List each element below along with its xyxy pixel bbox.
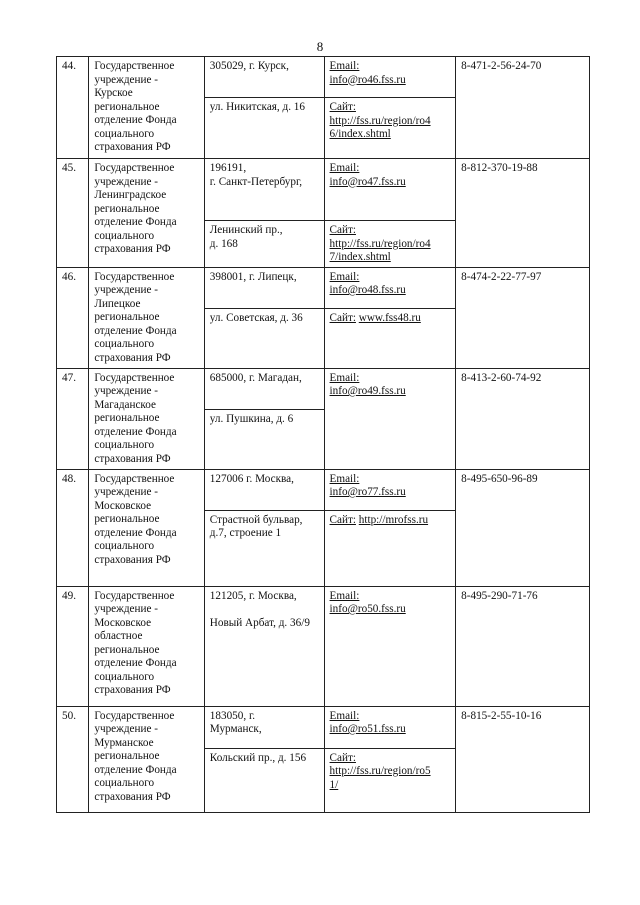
row-number: 47. xyxy=(57,368,89,469)
text-line: региональное xyxy=(94,412,160,424)
text-line: Государственное xyxy=(94,270,175,283)
institution-name xyxy=(89,586,204,706)
text-line: ул. Пушкина, д. 6 xyxy=(209,412,294,425)
fss-branches-table xyxy=(56,56,590,813)
street-address xyxy=(204,409,324,469)
email-label: Email: xyxy=(329,472,360,485)
text-line: социального xyxy=(94,439,155,451)
email-link[interactable]: info@ro49.fss.ru xyxy=(329,385,406,397)
text-line: социального xyxy=(94,229,155,242)
text-line: отделение Фонда xyxy=(94,657,177,669)
street-address xyxy=(204,510,324,586)
website-cell xyxy=(324,98,456,159)
postal-address xyxy=(204,159,324,221)
text-line: учреждение - xyxy=(94,486,158,498)
text-line: отделение Фонда xyxy=(94,425,177,438)
table-row xyxy=(57,469,590,510)
text-line: учреждение - xyxy=(94,175,158,188)
email-label: Email: xyxy=(329,60,360,72)
text-line: Государственное xyxy=(94,371,175,384)
text-line: Кольский пр., д. 156 xyxy=(209,751,307,764)
postal-address xyxy=(204,267,324,308)
postal-address xyxy=(204,706,324,748)
row-number: 44. xyxy=(57,57,89,159)
institution-name xyxy=(89,706,204,812)
text-line: страхования РФ xyxy=(94,553,171,566)
text-line: региональное xyxy=(94,513,160,525)
text-line: областное xyxy=(94,630,143,642)
email-label: Email: xyxy=(329,270,360,283)
website-link[interactable]: http://fss.ru/region/ro5 xyxy=(329,765,431,777)
text-line: учреждение - xyxy=(94,73,158,86)
table-row xyxy=(57,57,590,98)
row-number: 48. xyxy=(57,469,89,586)
row-number: 50. xyxy=(57,706,89,812)
institution-name xyxy=(89,267,204,368)
website-link[interactable]: 7/index.shtml xyxy=(329,251,391,263)
text-line: региональное xyxy=(94,100,160,113)
text-line: 305029, г. Курск, xyxy=(209,60,289,72)
email-label: Email: xyxy=(329,589,360,602)
text-line: д.7, строение 1 xyxy=(209,527,282,539)
website-link[interactable]: http://mrofss.ru xyxy=(358,513,429,526)
text-line: Мурманское xyxy=(94,736,154,749)
text-line: Новый Арбат, д. 36/9 xyxy=(209,616,310,629)
text-line: 121205, г. Москва, xyxy=(209,589,297,602)
text-line: страхования РФ xyxy=(94,351,171,364)
text-line: Государственное xyxy=(94,709,175,722)
postal-address xyxy=(204,469,324,510)
phone-number: 8-495-290-71-76 xyxy=(456,586,590,706)
text-line: социального xyxy=(94,777,155,789)
text-line: Государственное xyxy=(94,472,175,485)
text-line: Курское xyxy=(94,87,133,99)
text-line: страхования РФ xyxy=(94,141,171,153)
text-line: отделение Фонда xyxy=(94,763,177,776)
text-line: региональное xyxy=(94,202,160,215)
row-number: 45. xyxy=(57,159,89,268)
phone-number: 8-815-2-55-10-16 xyxy=(456,706,590,812)
text-line: страхования РФ xyxy=(94,790,171,803)
text-line: ул. Никитская, д. 16 xyxy=(209,101,305,113)
email-link[interactable]: info@ro47.fss.ru xyxy=(329,175,406,188)
email-link[interactable]: info@ro77.fss.ru xyxy=(329,486,406,498)
text-line: страхования РФ xyxy=(94,684,171,696)
table-row xyxy=(57,267,590,308)
street-address xyxy=(204,98,324,159)
email-label: Email: xyxy=(329,709,360,722)
text-line: г. Санкт-Петербург, xyxy=(209,175,303,188)
website-link[interactable]: http://fss.ru/region/ro4 xyxy=(329,237,431,250)
text-line: Липецкое xyxy=(94,297,141,310)
row-number: 49. xyxy=(57,586,89,706)
phone-number: 8-413-2-60-74-92 xyxy=(456,368,590,469)
street-address xyxy=(204,748,324,812)
text-line xyxy=(210,603,320,617)
email-cell xyxy=(324,368,456,469)
text-line: страхования РФ xyxy=(94,452,171,465)
text-line: социального xyxy=(94,670,155,683)
text-line: Ленинградское xyxy=(94,189,167,201)
text-line: Страстной бульвар, xyxy=(209,513,303,526)
text-line: Государственное xyxy=(94,162,175,174)
email-link[interactable]: info@ro48.fss.ru xyxy=(329,284,406,296)
text-line: 398001, г. Липецк, xyxy=(209,270,297,283)
text-line: 685000, г. Магадан, xyxy=(209,371,302,384)
text-line: социального xyxy=(94,127,155,140)
institution-name xyxy=(89,159,204,268)
text-line: Государственное xyxy=(94,60,175,72)
email-cell xyxy=(324,159,456,221)
text-line: 196191, xyxy=(209,162,247,174)
email-cell xyxy=(324,469,456,510)
institution-name xyxy=(89,469,204,586)
website-link[interactable]: 1/ xyxy=(329,778,339,791)
email-cell xyxy=(324,57,456,98)
text-line: 183050, г. xyxy=(209,709,256,722)
row-number: 46. xyxy=(57,267,89,368)
text-line: Магаданское xyxy=(94,398,156,411)
phone-number: 8-471-2-56-24-70 xyxy=(456,57,590,159)
text-line: социального xyxy=(94,540,155,552)
institution-name xyxy=(89,368,204,469)
text-line: Мурманск, xyxy=(209,723,262,735)
street-address xyxy=(204,221,324,268)
phone-number: 8-474-2-22-77-97 xyxy=(456,267,590,368)
text-line: региональное xyxy=(94,750,160,762)
postal-address xyxy=(204,57,324,98)
postal-address xyxy=(204,586,324,706)
table-row xyxy=(57,706,590,748)
website-label: Сайт: xyxy=(329,311,356,324)
table-row xyxy=(57,586,590,706)
text-line: Государственное xyxy=(94,589,175,602)
text-line: учреждение - xyxy=(94,603,158,615)
website-cell xyxy=(324,221,456,268)
table-row xyxy=(57,368,590,409)
email-label: Email: xyxy=(329,371,360,384)
phone-number: 8-812-370-19-88 xyxy=(456,159,590,268)
text-line: учреждение - xyxy=(94,284,158,296)
postal-address xyxy=(204,368,324,409)
text-line: Московское xyxy=(94,616,152,629)
email-link[interactable]: info@ro46.fss.ru xyxy=(329,73,406,86)
phone-number: 8-495-650-96-89 xyxy=(456,469,590,586)
website-label: Сайт: xyxy=(329,101,356,113)
institution-name xyxy=(89,57,204,159)
text-line: региональное xyxy=(94,311,160,323)
text-line: д. 168 xyxy=(209,237,238,250)
text-line: отделение Фонда xyxy=(94,526,177,539)
website-label: Сайт: xyxy=(329,751,356,764)
website-label: Сайт: xyxy=(329,513,356,526)
text-line: страхования РФ xyxy=(94,243,171,255)
text-line: социального xyxy=(94,338,155,350)
page-number: 8 xyxy=(316,39,324,54)
website-link[interactable]: 6/index.shtml xyxy=(329,128,391,140)
table-row xyxy=(57,159,590,221)
email-label: Email: xyxy=(329,162,360,174)
website-link[interactable]: www.fss48.ru xyxy=(358,311,421,324)
website-cell xyxy=(324,748,456,812)
text-line: учреждение - xyxy=(94,385,158,397)
email-link[interactable]: info@ro50.fss.ru xyxy=(329,603,406,615)
text-line: Московское xyxy=(94,499,152,512)
text-line: 127006 г. Москва, xyxy=(209,472,294,485)
website-cell xyxy=(324,510,456,586)
email-cell xyxy=(324,267,456,308)
website-cell xyxy=(324,308,456,368)
email-cell xyxy=(324,586,456,706)
text-line: отделение Фонда xyxy=(94,216,177,228)
text-line: Ленинский пр., xyxy=(209,224,283,236)
text-line: отделение Фонда xyxy=(94,324,177,337)
website-label: Сайт: xyxy=(329,224,356,236)
email-link[interactable]: info@ro51.fss.ru xyxy=(329,723,406,735)
email-cell xyxy=(324,706,456,748)
text-line: учреждение - xyxy=(94,723,158,735)
website-link[interactable]: http://fss.ru/region/ro4 xyxy=(329,114,431,127)
text-line: ул. Советская, д. 36 xyxy=(209,311,303,324)
text-line: отделение Фонда xyxy=(94,114,177,126)
street-address xyxy=(204,308,324,368)
text-line: региональное xyxy=(94,643,160,656)
